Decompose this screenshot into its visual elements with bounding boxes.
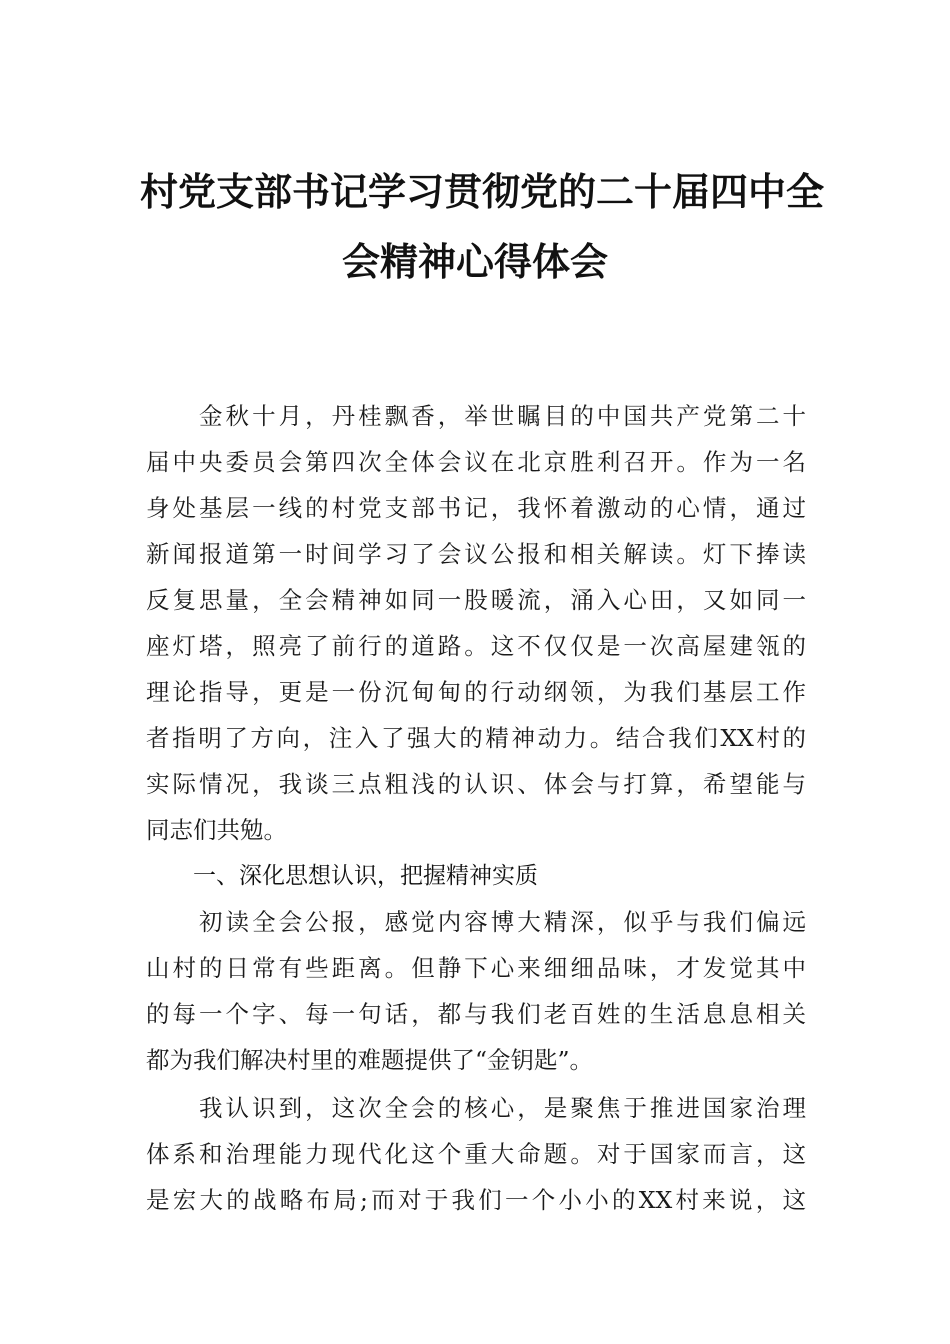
paragraph-line: 届中央委员会第四次全体会议在北京胜利召开。作为一名 <box>146 448 806 476</box>
paragraph-line: 同志们共勉。 <box>146 816 287 844</box>
paragraph-line: 是宏大的战略布局;而对于我们一个小小的XX村来说，这 <box>146 1186 806 1214</box>
paragraph-line: 座灯塔，照亮了前行的道路。这不仅仅是一次高屋建瓴的 <box>146 632 806 660</box>
paragraph-line: 体系和治理能力现代化这个重大命题。对于国家而言，这 <box>146 1140 806 1168</box>
paragraph-line: 山村的日常有些距离。但静下心来细细品味，才发觉其中 <box>146 954 806 982</box>
paragraph-line: 的每一个字、每一句话，都与我们老百姓的生活息息相关 <box>146 1000 806 1028</box>
paragraph-line: 金秋十月，丹桂飘香，举世瞩目的中国共产党第二十 <box>146 402 806 430</box>
paragraph-line: 都为我们解决村里的难题提供了“金钥匙”。 <box>146 1046 594 1074</box>
paragraph-line: 者指明了方向，注入了强大的精神动力。结合我们XX村的 <box>146 724 806 752</box>
paragraph-line: 实际情况，我谈三点粗浅的认识、体会与打算，希望能与 <box>146 770 806 798</box>
paragraph-line: 反复思量，全会精神如同一股暖流，涌入心田，又如同一 <box>146 586 806 614</box>
paragraph-line: 理论指导，更是一份沉甸甸的行动纲领，为我们基层工作 <box>146 678 806 706</box>
document-title-line-2: 会精神心得体会 <box>341 239 608 284</box>
section-heading: 一、深化思想认识，把握精神实质 <box>193 863 538 889</box>
document-title-line-1: 村党支部书记学习贯彻党的二十届四中全 <box>140 169 825 214</box>
paragraph-line: 身处基层一线的村党支部书记，我怀着激动的心情，通过 <box>146 494 806 522</box>
paragraph-line: 我认识到，这次全会的核心，是聚焦于推进国家治理 <box>146 1094 806 1122</box>
paragraph-line: 初读全会公报，感觉内容博大精深，似乎与我们偏远 <box>146 908 806 936</box>
paragraph-line: 新闻报道第一时间学习了会议公报和相关解读。灯下捧读 <box>146 540 806 568</box>
